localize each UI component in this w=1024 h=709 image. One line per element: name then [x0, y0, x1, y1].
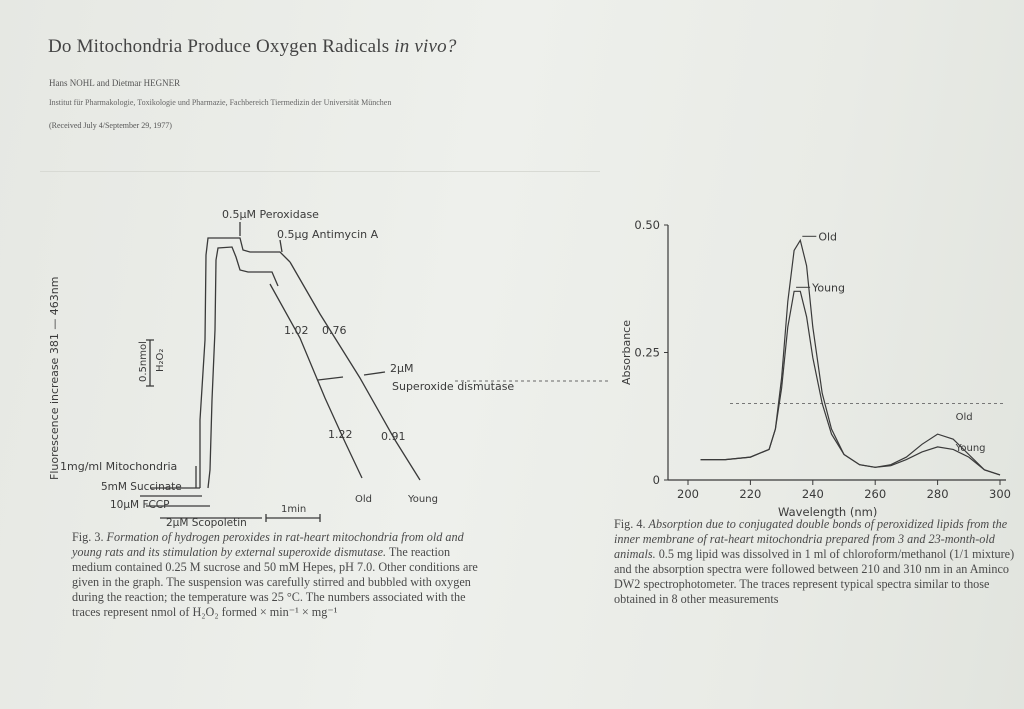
- trace-label-young: Young: [408, 494, 438, 505]
- addition-succinate: 5mM Succinate: [101, 481, 182, 493]
- x-tick-label: 280: [926, 487, 949, 501]
- article-title: Do Mitochondria Produce Oxygen Radicals in vivo?: [48, 36, 457, 57]
- y-tick-label: 0.25: [634, 345, 660, 360]
- peroxidase-label: 0.5µM Peroxidase: [222, 208, 319, 221]
- peak-label-young: Young: [812, 281, 846, 295]
- x-tick-label: 240: [801, 487, 824, 501]
- secondary-label-old: Old: [955, 412, 973, 424]
- addition-scopoletin: 2µM Scopoletin: [166, 517, 247, 529]
- figure-4-caption: Fig. 4. Absorption due to conjugated double bonds of peroxidized lipids from the inner membrane of rat-heart mitochondria prepared from 3 and 23-month-old animals. 0.5 mg lipid was dissolved in 1 ml of chloroform/methanol (1/1 mixture) and the absorption spectra were followed between 210 and 310 nm in an Aminco DW2 spectrophotometer. The traces represent typical spectra similar to those obtained in 8 other measurements: [614, 517, 1015, 606]
- article-received-dates: (Received July 4/September 29, 1977): [49, 121, 172, 130]
- rate-old-before: 1.02: [284, 324, 309, 337]
- peak-label-old: Old: [818, 230, 838, 244]
- sod-label-name: Superoxide dismutase: [392, 380, 515, 393]
- fig3-y-axis-label: Fluorescence increase 381 — 463nm: [48, 276, 61, 480]
- x-tick-label: 300: [989, 487, 1011, 501]
- figure-3-caption: Fig. 3. Formation of hydrogen peroxides in rat-heart mitochondria from old and young rats and its stimulation by external superoxide dismutase. The reaction medium contained 0.25 M sucrose and 50 mM Hepes, pH 7.0. Other conditions are given in the graph. The suspension was carefully stirred and bubbled with oxygen during the reaction; the temperature was 25 °C. The numbers associated with the traces represent nmol of H₂O₂ formed × min⁻¹ × mg⁻¹: [72, 530, 478, 619]
- y-tick-label: 0: [652, 473, 660, 487]
- antimycin-label: 0.5µg Antimycin A: [277, 228, 379, 241]
- article-affiliation: Institut für Pharmakologie, Toxikologie und Pharmazie, Fachbereich Tiermedizin der Universität München: [49, 98, 392, 107]
- addition-mitochondria: 1mg/ml Mitochondria: [60, 460, 178, 473]
- fig3-scale-label: 0.5nmol: [138, 341, 149, 382]
- fig4-y-axis-label: Absorbance: [620, 319, 633, 385]
- fig4-series: [701, 230, 1001, 475]
- fig3-scale-species: H₂O₂: [155, 348, 166, 372]
- rate-young-after: 0.91: [381, 430, 406, 443]
- secondary-label-young: Young: [955, 442, 986, 454]
- rate-young-before: 0.76: [322, 324, 347, 337]
- x-tick-label: 260: [864, 487, 887, 501]
- sod-label-concentration: 2µM: [390, 362, 414, 375]
- x-tick-label: 220: [739, 487, 762, 501]
- addition-fccp: 10µM FCCP: [110, 499, 170, 511]
- fig4-x-axis-label: Wavelength (nm): [778, 505, 878, 519]
- x-tick-label: 200: [677, 487, 699, 501]
- article-authors: Hans NOHL and Dietmar HEGNER: [49, 78, 181, 88]
- series-line-old: [701, 240, 1001, 475]
- y-tick-label: 0.50: [634, 218, 660, 232]
- fig4-ticks: [634, 218, 1011, 501]
- rate-old-after: 1.22: [328, 428, 353, 441]
- time-bar-label: 1min: [281, 504, 307, 515]
- trace-label-old: Old: [355, 494, 372, 505]
